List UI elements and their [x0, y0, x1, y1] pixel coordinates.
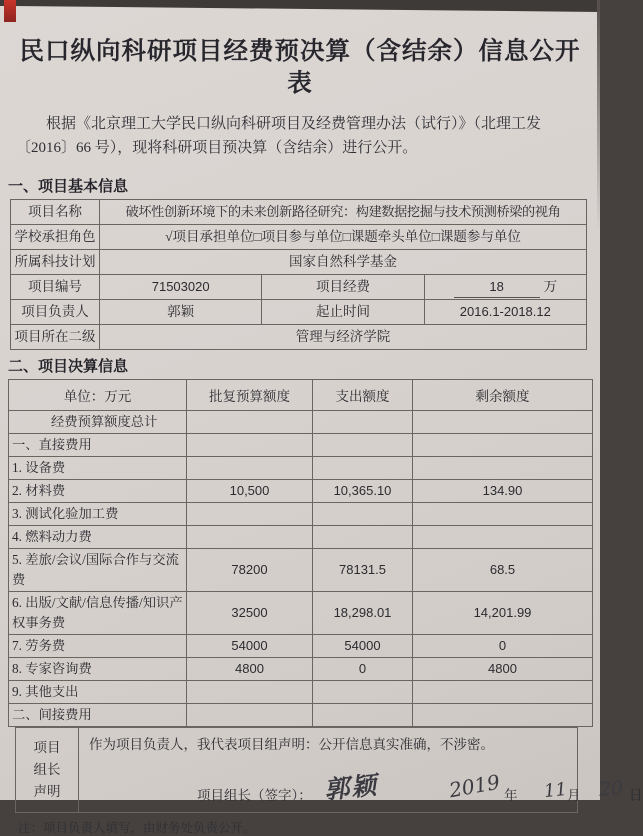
budget-row-materials — [9, 480, 593, 503]
funds-amount: 18 — [454, 277, 540, 298]
leader-value: 郭颖 — [100, 300, 262, 325]
row-spent: 78131.5 — [313, 549, 413, 592]
project-name-label: 项目名称 — [11, 200, 100, 225]
signature-row — [79, 769, 643, 810]
declaration-label-line: 组长 — [33, 762, 61, 777]
row-budget — [187, 411, 313, 434]
funds-unit: 万 — [543, 279, 558, 294]
budget-header-approved: 批复预算额度 — [187, 380, 313, 411]
funds-value-cell — [424, 275, 586, 300]
row-label: 经费预算额度总计 — [9, 411, 187, 434]
red-marker — [4, 0, 16, 22]
page-title: 民口纵向科研项目经费预决算（含结余）信息公开表 — [19, 38, 581, 97]
row-budget — [187, 681, 313, 704]
declaration-body — [79, 728, 643, 812]
row-spent — [313, 457, 413, 480]
row-remain: 14,201.99 — [413, 592, 593, 635]
budget-row-equipment — [9, 457, 593, 480]
role-checkbox-value: √项目承担单位□项目参与单位□课题牵头单位□课题参与单位 — [100, 225, 587, 250]
row-spent: 0 — [313, 658, 413, 681]
handwritten-year: 2019 — [447, 769, 502, 803]
budget-row-consulting — [9, 658, 593, 681]
budget-row-other — [9, 681, 593, 704]
declaration-label-line: 项目 — [33, 740, 61, 755]
handwritten-signature: 郭颖 — [322, 770, 380, 805]
table-row — [11, 250, 587, 275]
budget-row-testing — [9, 503, 593, 526]
row-remain: 68.5 — [413, 549, 593, 592]
row-remain: 134.90 — [413, 480, 593, 503]
row-budget: 54000 — [187, 635, 313, 658]
row-budget — [187, 434, 313, 457]
budget-header-unit: 单位：万元 — [9, 380, 187, 411]
row-label: 2. 材料费 — [9, 480, 187, 503]
section-heading-budget: 二、项目决算信息 — [8, 358, 129, 375]
dept-value: 管理与经济学院 — [100, 325, 587, 350]
row-budget: 78200 — [187, 549, 313, 592]
intro-paragraph: 根据《北京理工大学民口纵向科研项目及经费管理办法（试行）》（北理工发〔2016〕66 号），现将科研项目预决算（含结余）进行公开。 — [16, 116, 542, 156]
table-row — [11, 275, 587, 300]
declaration-statement: 作为项目负责人，我代表项目组声明：公开信息真实准确，不涉密。 — [89, 737, 494, 752]
row-label: 9. 其他支出 — [9, 681, 187, 704]
row-spent — [313, 526, 413, 549]
budget-row-fuel — [9, 526, 593, 549]
row-spent: 18,298.01 — [313, 592, 413, 635]
declaration-label-line: 声明 — [33, 784, 61, 799]
row-remain: 0 — [413, 635, 593, 658]
project-number-label: 项目编号 — [11, 275, 100, 300]
table-row — [11, 300, 587, 325]
budget-header-row — [9, 380, 593, 411]
row-budget: 10,500 — [187, 480, 313, 503]
day-unit: 日 — [629, 788, 643, 803]
table-row — [11, 325, 587, 350]
basic-info-table — [10, 199, 587, 350]
role-label: 学校承担角色 — [11, 225, 100, 250]
dept-label: 项目所在二级 — [11, 325, 100, 350]
row-label: 二、间接费用 — [9, 704, 187, 727]
handwritten-month: 11 — [542, 778, 568, 803]
row-spent — [313, 434, 413, 457]
row-label: 5. 差旅/会议/国际合作与交流费 — [9, 549, 187, 592]
row-remain: 4800 — [413, 658, 593, 681]
row-label: 4. 燃料动力费 — [9, 526, 187, 549]
leader-label: 项目负责人 — [11, 300, 100, 325]
row-spent — [313, 503, 413, 526]
row-budget: 32500 — [187, 592, 313, 635]
row-spent: 54000 — [313, 635, 413, 658]
row-remain — [413, 411, 593, 434]
budget-row-publication — [9, 592, 593, 635]
row-label: 1. 设备费 — [9, 457, 187, 480]
period-value: 2016.1-2018.12 — [424, 300, 586, 325]
paper-document — [0, 6, 643, 835]
row-spent — [313, 704, 413, 727]
footer-note: 注：项目负责人填写，由财务处负责公开。 — [18, 821, 256, 835]
row-budget — [187, 704, 313, 727]
budget-row-labor — [9, 635, 593, 658]
row-label: 6. 出版/文献/信息传播/知识产权事务费 — [9, 592, 187, 635]
row-label: 8. 专家咨询费 — [9, 658, 187, 681]
budget-row-direct — [9, 434, 593, 457]
row-label: 3. 测试化验加工费 — [9, 503, 187, 526]
declaration-label — [16, 728, 79, 812]
row-remain — [413, 704, 593, 727]
row-label: 7. 劳务费 — [9, 635, 187, 658]
row-remain — [413, 526, 593, 549]
row-spent — [313, 411, 413, 434]
table-row — [11, 225, 587, 250]
plan-value: 国家自然科学基金 — [100, 250, 587, 275]
row-remain — [413, 434, 593, 457]
row-budget — [187, 457, 313, 480]
year-unit: 年 — [504, 788, 518, 803]
project-name-value: 破坏性创新环境下的未来创新路径研究：构建数据挖掘与技术预测桥梁的视角 — [100, 200, 587, 225]
budget-header-remaining: 剩余额度 — [413, 380, 593, 411]
project-number-value: 71503020 — [100, 275, 262, 300]
budget-row-indirect — [9, 704, 593, 727]
period-label: 起止时间 — [262, 300, 424, 325]
row-budget — [187, 526, 313, 549]
handwritten-day: 20 — [598, 777, 624, 801]
photo-dark-edge-right — [597, 0, 600, 230]
row-remain — [413, 681, 593, 704]
row-label: 一、直接费用 — [9, 434, 187, 457]
budget-row-total — [9, 411, 593, 434]
row-spent — [313, 681, 413, 704]
sign-label: 项目组长（签字）： — [197, 788, 312, 803]
funds-label: 项目经费 — [262, 275, 424, 300]
table-row — [11, 200, 587, 225]
plan-label: 所属科技计划 — [11, 250, 100, 275]
budget-header-spent: 支出额度 — [313, 380, 413, 411]
declaration-box — [15, 727, 643, 813]
row-spent: 10,365.10 — [313, 480, 413, 503]
row-remain — [413, 503, 593, 526]
row-remain — [413, 457, 593, 480]
month-unit: 月 — [567, 788, 581, 803]
section-heading-basic-info: 一、项目基本信息 — [8, 178, 129, 195]
budget-table — [8, 379, 593, 727]
row-budget — [187, 503, 313, 526]
row-budget: 4800 — [187, 658, 313, 681]
budget-row-travel — [9, 549, 593, 592]
